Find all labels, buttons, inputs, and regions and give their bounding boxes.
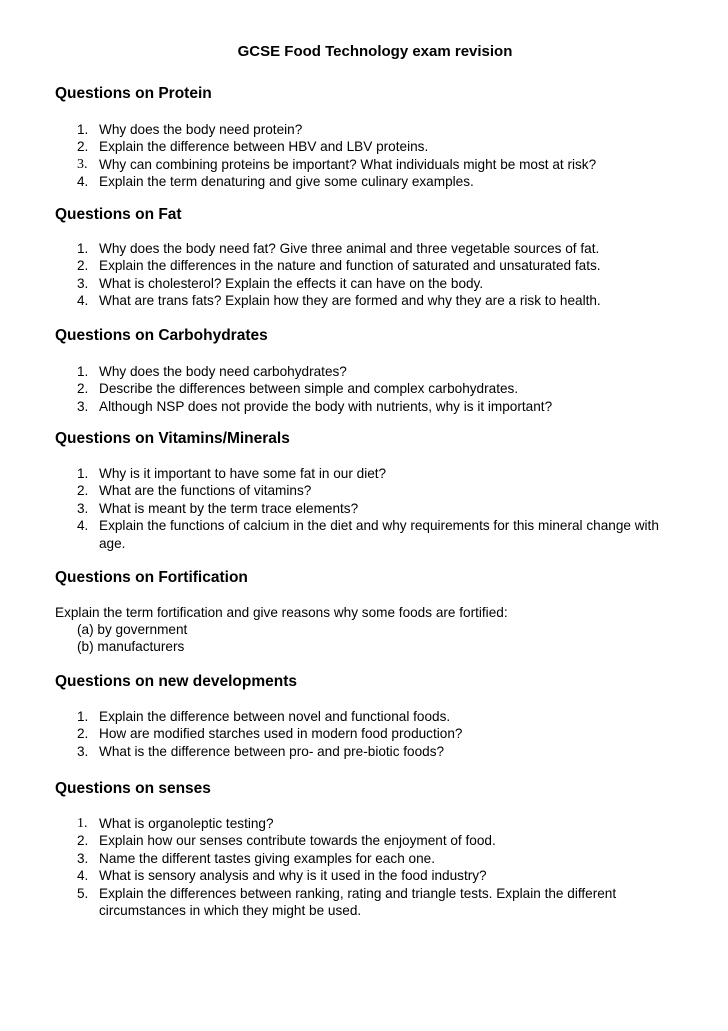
item-text: Explain the difference between novel and functional foods. (99, 709, 451, 724)
item-number: 2. (77, 139, 89, 155)
list-item (0, 708, 728, 725)
item-number: 3. (77, 850, 89, 866)
fortification-intro: Explain the term fortification and give reasons why some foods are fortified: (55, 605, 508, 620)
item-text: What are trans fats? Explain how they are formed and why they are a risk to health. (99, 293, 601, 309)
item-text: Explain the difference between HBV and LBV proteins. (99, 139, 429, 155)
item-text: Explain the differences between ranking, rating and triangle tests. Explain the different circumstances in which they might be used. (99, 885, 617, 919)
list-item (0, 275, 728, 292)
item-number: 1. (77, 816, 88, 831)
heading-vitamins-minerals: Questions on Vitamins/Minerals (55, 430, 290, 447)
list-item (0, 832, 728, 849)
list-item (0, 363, 728, 380)
item-number: 2. (77, 258, 89, 274)
fortification-option-b: (b) manufacturers (77, 639, 185, 654)
heading-fortification: Questions on Fortification (55, 569, 248, 586)
item-text: Explain the functions of calcium in the diet and why requirements for this mineral change with age. (99, 518, 659, 551)
item-text: Why does the body need protein? (99, 122, 303, 137)
item-number: 3. (77, 398, 89, 414)
item-number: 2. (77, 381, 89, 397)
item-number: 1. (77, 122, 89, 137)
fat-question-list (0, 240, 728, 310)
list-item (0, 500, 728, 517)
list-item (0, 292, 728, 309)
list-item (0, 173, 728, 190)
heading-senses: Questions on senses (55, 780, 211, 797)
list-item (0, 121, 728, 138)
item-number: 3. (77, 156, 88, 172)
fortification-option-a: (a) by government (77, 622, 188, 637)
list-item (0, 257, 728, 274)
item-text: What is cholesterol? Explain the effects it can have on the body. (99, 275, 484, 291)
list-item (0, 380, 728, 397)
item-number: 2. (77, 833, 89, 849)
protein-question-list (0, 121, 728, 191)
list-item (0, 398, 728, 415)
list-item (0, 725, 728, 742)
carbohydrates-question-list (0, 363, 728, 415)
item-text: What is the difference between pro- and pre-biotic foods? (99, 743, 445, 759)
developments-question-list (0, 708, 728, 760)
item-text: Although NSP does not provide the body with nutrients, why is it important? (99, 398, 553, 414)
item-number: 4. (77, 518, 89, 534)
item-text: Why is it important to have some fat in our diet? (99, 466, 387, 481)
item-text: Describe the differences between simple and complex carbohydrates. (99, 381, 519, 397)
item-text: What are the functions of vitamins? (99, 483, 312, 499)
senses-question-list (0, 815, 728, 919)
item-number: 4. (77, 174, 89, 190)
list-item (0, 815, 728, 832)
item-text: Explain the differences in the nature and function of saturated and unsaturated fats. (99, 258, 601, 274)
heading-fat: Questions on Fat (55, 206, 182, 223)
list-item (0, 465, 728, 482)
document-title: GCSE Food Technology exam revision (237, 43, 513, 60)
list-item (0, 482, 728, 499)
item-number: 1. (77, 241, 89, 256)
item-text: Name the different tastes giving examples for each one. (99, 850, 436, 866)
list-item (0, 240, 728, 257)
heading-protein: Questions on Protein (55, 85, 212, 102)
vitamins-question-list (0, 465, 728, 552)
list-item (0, 743, 728, 760)
item-text: What is organoleptic testing? (99, 816, 274, 831)
item-number: 5. (77, 885, 89, 901)
item-number: 3. (77, 500, 89, 516)
item-number: 2. (77, 726, 89, 742)
item-number: 4. (77, 868, 89, 884)
item-text: Explain how our senses contribute towards the enjoyment of food. (99, 833, 496, 849)
item-text: Why does the body need carbohydrates? (99, 364, 347, 379)
list-item (0, 885, 728, 920)
item-number: 1. (77, 709, 89, 724)
list-item (0, 850, 728, 867)
item-text: Why can combining proteins be important? What individuals might be most at risk? (99, 156, 597, 172)
heading-carbohydrates: Questions on Carbohydrates (55, 327, 268, 344)
item-number: 2. (77, 483, 89, 499)
item-number: 1. (77, 466, 89, 481)
item-text: Explain the term denaturing and give some culinary examples. (99, 174, 474, 190)
item-text: How are modified starches used in modern food production? (99, 726, 463, 742)
item-text: What is sensory analysis and why is it used in the food industry? (99, 868, 487, 884)
list-item (0, 867, 728, 884)
heading-new-developments: Questions on new developments (55, 673, 298, 690)
item-number: 4. (77, 293, 89, 309)
list-item (0, 517, 728, 552)
item-text: Why does the body need fat? Give three animal and three vegetable sources of fat. (99, 241, 600, 256)
item-number: 3. (77, 275, 89, 291)
list-item (0, 156, 728, 173)
list-item (0, 138, 728, 155)
item-text: What is meant by the term trace elements? (99, 500, 359, 516)
item-number: 1. (77, 364, 89, 379)
item-number: 3. (77, 743, 89, 759)
